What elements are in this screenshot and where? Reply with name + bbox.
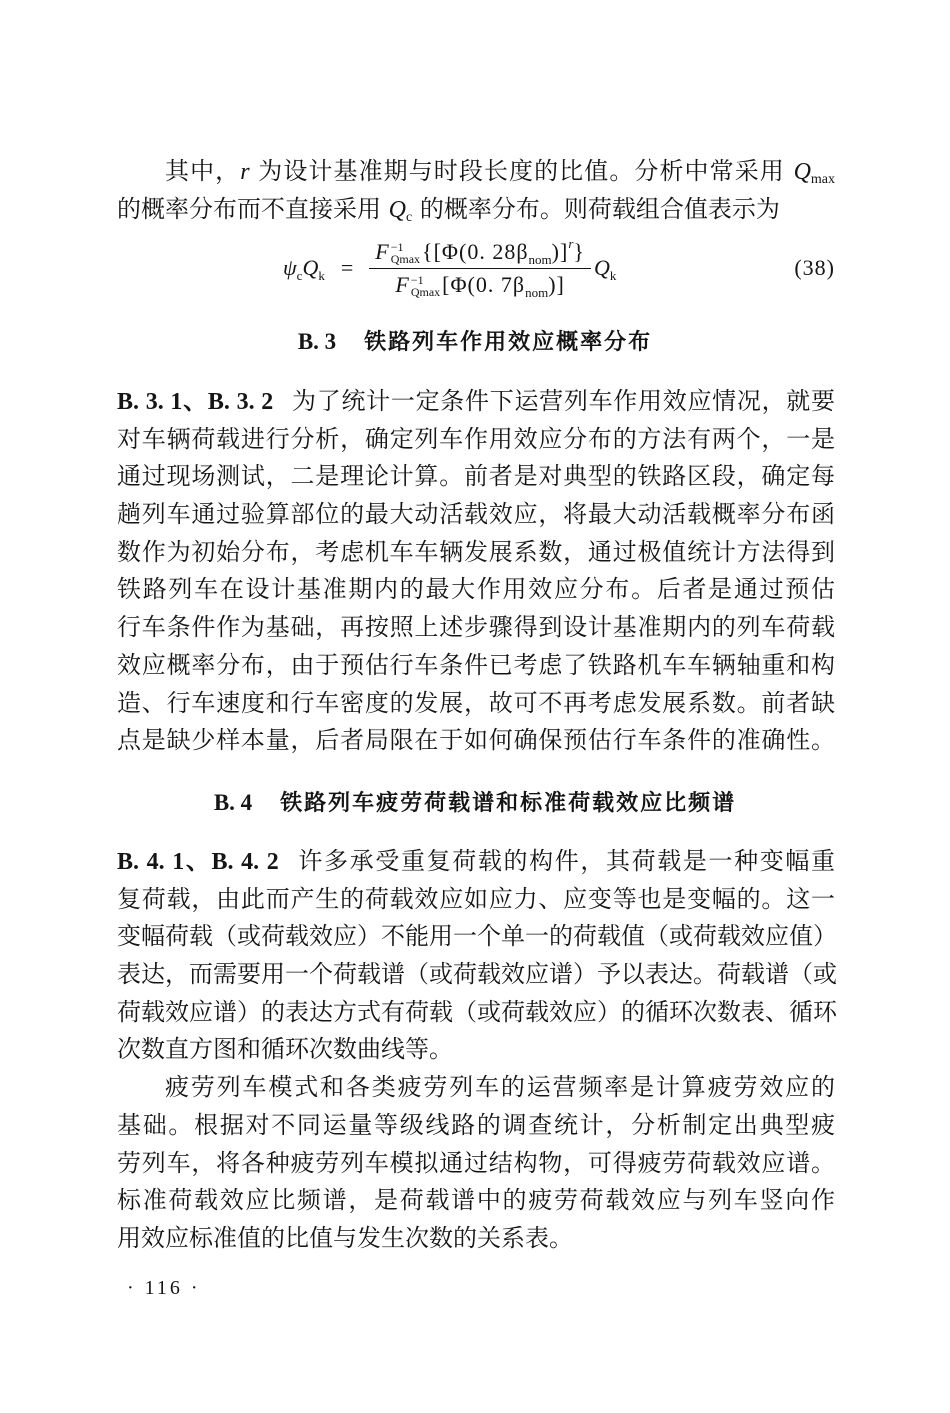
denominator-close: )] [548, 271, 565, 297]
body-line: 趟列车通过验算部位的最大动活载效应，将最大动活载概率分布函 [117, 500, 835, 529]
clause-b4-1-2 [117, 843, 835, 1258]
body-line: 次数直方图和循环次数曲线等。 [117, 1035, 453, 1064]
equation [283, 228, 616, 308]
body-line: 标准荷载效应比频谱，是荷载谱中的疲劳荷载效应与列车竖向作 [117, 1186, 835, 1215]
body-line: 行车条件作为基础，再按照上述步骤得到设计基准期内的列车荷载 [117, 613, 835, 642]
body-line [117, 191, 835, 229]
variable-q: Q [302, 255, 319, 280]
body-line: 效应概率分布，由于预估行车条件已考虑了铁路机车车辆轴重和构 [117, 650, 835, 679]
body-line: 造、行车速度和行车密度的发展，故可不再考虑发展系数。前者缺 [117, 688, 835, 717]
body-line [117, 153, 835, 191]
function-f: F [395, 271, 410, 297]
subscript-k: k [318, 268, 325, 283]
body-line: 疲劳列车模式和各类疲劳列车的运营频率是计算疲劳效应的 [165, 1073, 835, 1102]
subscript-c: c [296, 268, 303, 283]
section-heading-b4 [0, 784, 950, 822]
equals-sign: = [340, 255, 354, 280]
intro-paragraph [117, 153, 835, 228]
sup-sub-stack [391, 241, 420, 265]
sup-sub-stack [411, 274, 440, 298]
text-run: 为设计基准期与时段长度的比值。分析中常采用 [249, 157, 794, 185]
variable-q: Q [793, 159, 811, 185]
body-line: 点是缺少样本量，后者局限在于如何确保预估行车条件的准确性。 [117, 726, 835, 755]
superscript-r: r [568, 235, 574, 251]
variable-q: Q [593, 255, 610, 280]
clause-label: B. 3. 1、B. 3. 2 [117, 389, 274, 415]
fraction [369, 236, 591, 301]
body-line: 数作为初始分布，考虑机车车辆发展系数，通过极值统计方法得到 [117, 537, 835, 566]
equation-lhs [283, 253, 325, 283]
body-line [117, 383, 835, 421]
clause-b3-1-2 [117, 383, 835, 760]
body-line: 复荷载，由此而产生的荷载效应如应力、应变等也是变幅的。这一 [117, 884, 835, 913]
text-run: 为了统计一定条件下运营列车作用效应情况，就要 [291, 387, 836, 415]
section-number: B. 4 [213, 790, 253, 815]
body-line [117, 843, 835, 881]
subscript-c: c [405, 209, 413, 225]
variable-q: Q [388, 196, 406, 223]
subscript-nom: nom [528, 251, 552, 267]
superscript-inverse: −1 [390, 240, 404, 255]
body-line: 劳列车，将各种疲劳列车模拟通过结构物，可得疲劳荷载效应谱。 [117, 1148, 835, 1177]
section-number: B. 3 [297, 329, 337, 354]
page-number: · 116 · [127, 1277, 201, 1299]
text-run: 的概率分布而不直接采用 [117, 194, 389, 223]
subscript-nom: nom [525, 284, 549, 300]
superscript-inverse: −1 [410, 273, 424, 288]
variable-r: r [240, 159, 250, 185]
denominator [389, 269, 571, 301]
equation-rhs [594, 253, 616, 283]
body-line: 变幅荷载（或荷载效应）不能用一个单一的荷载值（或荷载效应值） [117, 922, 837, 951]
body-line: 对车辆荷载进行分析，确定列车作用效应分布的方法有两个，一是 [117, 424, 835, 453]
subscript-qmax: Qmax [390, 252, 421, 267]
subscript-max: max [810, 172, 836, 187]
body-line: 表达，而需要用一个荷载谱（或荷载效应谱）予以表达。荷载谱（或 [117, 960, 837, 989]
body-line: 通过现场测试，二是理论计算。前者是对典型的铁路区段，确定每 [117, 462, 835, 491]
body-line: 荷载效应谱）的表达方式有荷载（或荷载效应）的循环次数表、循环 [117, 997, 837, 1026]
equation-number: (38) [794, 255, 835, 280]
numerator-end: } [573, 238, 585, 264]
text-run: 的概率分布。则荷载组合值表示为 [412, 194, 780, 223]
subscript-k: k [609, 268, 617, 283]
text-run: 许多承受重复荷载的构件，其荷载是一种变幅重 [296, 847, 836, 875]
section-title: 铁路列车疲劳荷载谱和标准荷载效应比频谱 [280, 791, 737, 816]
numerator [369, 236, 591, 268]
function-f: F [375, 238, 390, 264]
denominator-open: [Φ(0. 7β [442, 271, 526, 297]
clause-label: B. 4. 1、B. 4. 2 [117, 849, 279, 875]
numerator-open: {[Φ(0. 28β [422, 238, 529, 264]
body-line: 基础。根据对不同运量等级线路的调查统计，分析制定出典型疲 [117, 1110, 835, 1139]
subscript-qmax: Qmax [410, 285, 441, 300]
formula-38 [0, 228, 950, 308]
section-title: 铁路列车作用效应概率分布 [364, 330, 653, 355]
body-line: 铁路列车在设计基准期内的最大作用效应分布。后者是通过预估 [117, 575, 835, 604]
numerator-close: )] [551, 238, 569, 264]
section-heading-b3 [0, 323, 950, 361]
body-line: 用效应标准值的比值与发生次数的关系表。 [117, 1223, 573, 1252]
text-run: 其中， [165, 157, 241, 185]
psi-symbol: ψ [283, 255, 297, 280]
